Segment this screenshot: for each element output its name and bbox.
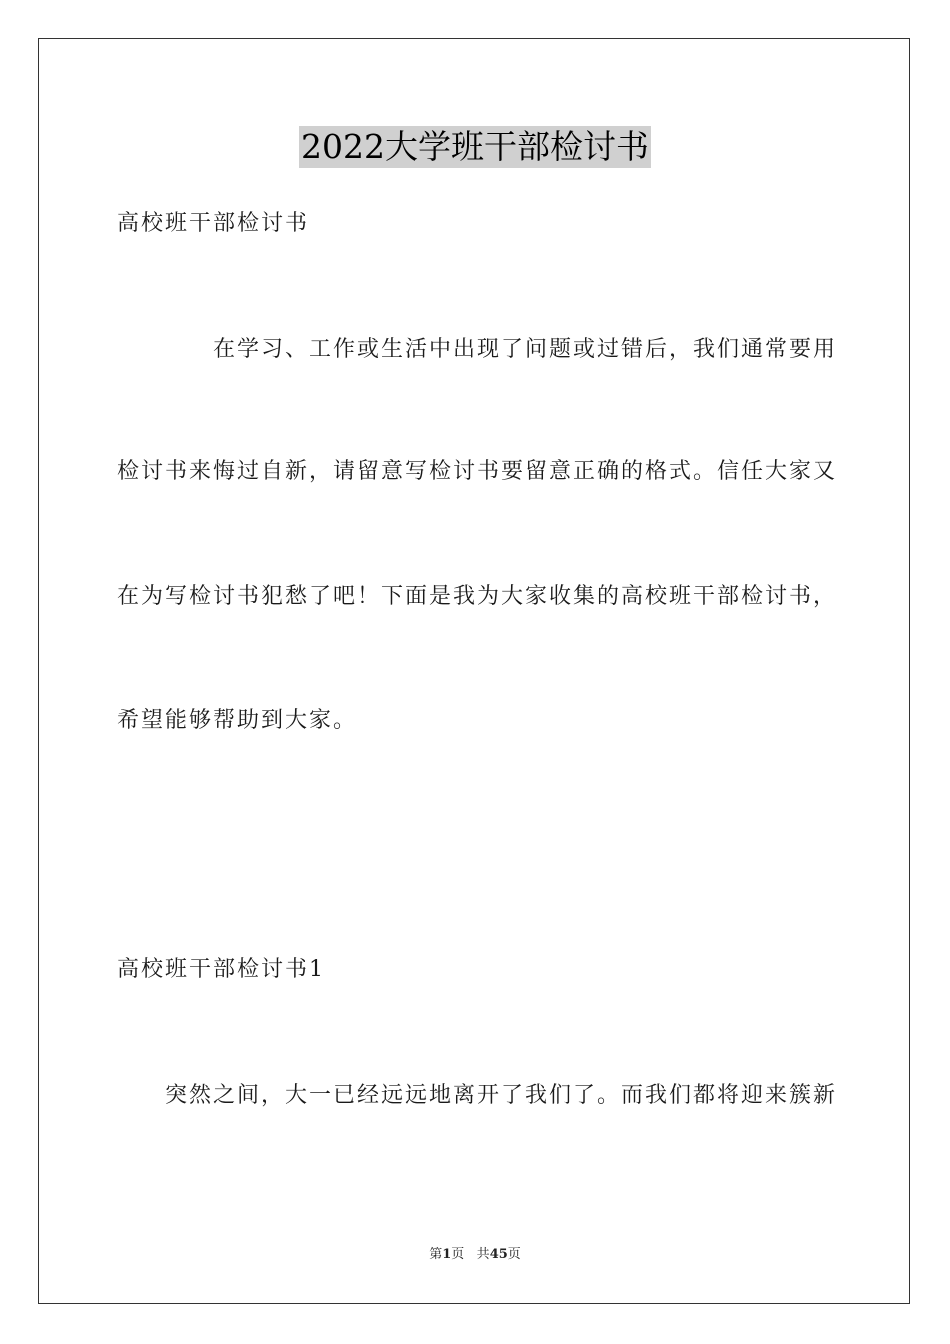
section-line-1: 突然之间，大一已经远远地离开了我们了。而我们都将迎来簇新 [165,1083,838,1108]
footer-page-suffix: 页 [451,1247,465,1262]
intro-line-3: 在为写检讨书犯愁了吧！下面是我为大家收集的高校班干部检讨书， [117,584,838,609]
page-footer [0,1246,950,1264]
intro-line-1: 在学习、工作或生活中出现了问题或过错后，我们通常要用 [213,337,838,362]
document-title: 2022大学班干部检讨书 [301,127,649,166]
intro-line-4: 希望能够帮助到大家。 [117,708,358,733]
title-container [0,126,950,168]
footer-page-prefix: 第 [429,1247,443,1262]
footer-total-prefix: 共 [476,1247,490,1262]
footer-total-pages: 45 [489,1247,508,1262]
intro-line-2: 检讨书来悔过自新，请留意写检讨书要留意正确的格式。信任大家又 [117,459,838,484]
section-heading: 高校班干部检讨书1 [117,957,325,982]
footer-total-suffix: 页 [507,1247,521,1262]
subtitle: 高校班干部检讨书 [117,211,310,236]
footer-page-number: 1 [442,1247,452,1262]
